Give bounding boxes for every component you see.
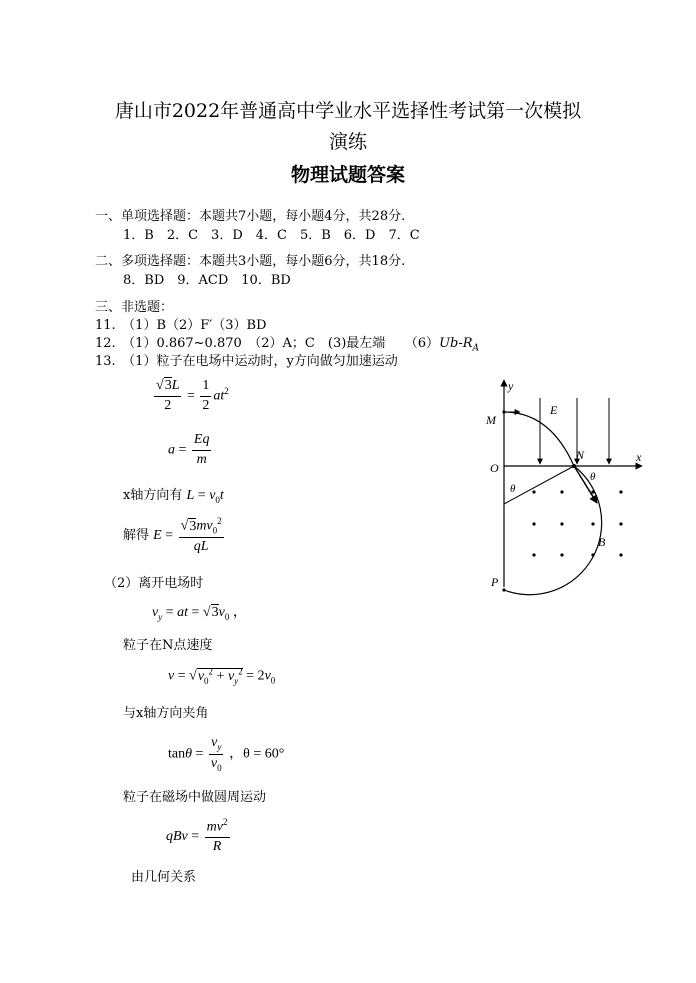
page-title: 唐山市2022年普通高中学业水平选择性考试第一次模拟 — [114, 100, 582, 122]
q12-formula: Ub-R — [439, 336, 473, 351]
origin-label: O — [490, 461, 499, 475]
x-axis-motion: x轴方向有 $L = v_0t$ — [123, 488, 224, 505]
non-choice-heading: 三、非选题： — [95, 300, 174, 315]
single-choice-answers: 1．B 2．C 3．D 4．C 5．B 6．D 7．C — [123, 228, 420, 243]
point-n-dot — [572, 464, 576, 468]
point-m-label: M — [486, 413, 496, 427]
n-velocity-text: 粒子在N点速度 — [123, 638, 213, 653]
theta-result: θ = 60° — [243, 746, 285, 762]
x-axis-text: x轴方向有 — [123, 488, 183, 503]
x-axis-label: x — [636, 450, 642, 464]
multi-choice-answers: 8．BD 9．ACD 10．BD — [123, 273, 291, 288]
q13-part1-text: 13. （1）粒子在电场中运动时，y方向做匀加速运动 — [95, 354, 398, 369]
theta-left-label: θ — [510, 483, 516, 495]
q12-main-text: 12. （1）0.867~0.870 （2）A；C (3)最左端 （6） — [95, 336, 440, 351]
part2-label: （2）离开电场时 — [104, 576, 204, 591]
page-subtitle: 物理试题答案 — [290, 164, 405, 186]
point-p-label: P — [491, 575, 499, 589]
page-title-continued: 演练 — [328, 131, 367, 153]
theta-right-label: θ — [590, 471, 596, 483]
equation-acceleration: a = $\frac{Eq}{m}$ — [168, 432, 210, 467]
field-strength-result: 解得 E = $\frac{√3mv_0^2}{qL}$ — [123, 516, 222, 555]
point-n-label: N — [576, 448, 585, 462]
solve-text: 解得 — [123, 528, 150, 544]
point-m-dot — [502, 410, 505, 413]
equation-displacement-y: $\frac{√3L}{2}$ = $\frac{1}{2}$ $at^2$ — [156, 378, 229, 413]
magnetic-field-trajectory — [504, 466, 602, 595]
angle-text: 与x轴方向夹角 — [123, 706, 209, 721]
geometry-text: 由几何关系 — [131, 870, 197, 885]
equation-vy: $v_y$ = at = $√3v_0$ ， — [152, 605, 247, 622]
equation-speed: $v = √v_0^2 + v_y^2 = 2v_0$ — [168, 666, 276, 686]
q12-formula-subscript: A — [472, 343, 480, 354]
circle-text: 粒子在磁场中做圆周运动 — [123, 790, 267, 805]
magnetic-field-dots — [532, 490, 622, 556]
multi-choice-heading: 二、多项选择题：本题共3小题，每小题6分，共18分. — [95, 254, 406, 269]
field-diagram — [480, 372, 660, 602]
point-p-dot — [502, 588, 505, 591]
single-choice-heading: 一、单项选择题：本题共7小题，每小题4分，共28分. — [95, 209, 406, 224]
field-e-label: E — [550, 403, 558, 417]
field-b-label: B — [598, 535, 606, 549]
electric-field-trajectory — [504, 412, 574, 466]
equation-circular-motion: qBv = $\frac{mv^2}{R}$ — [166, 817, 228, 855]
equation-angle: tanθ = $\frac{v_y}{v_0}$ ，θ = 60° — [168, 735, 285, 773]
y-axis-label: y — [508, 379, 514, 393]
q11-answer: 11. （1）B（2）F′（3）BD — [95, 318, 267, 333]
